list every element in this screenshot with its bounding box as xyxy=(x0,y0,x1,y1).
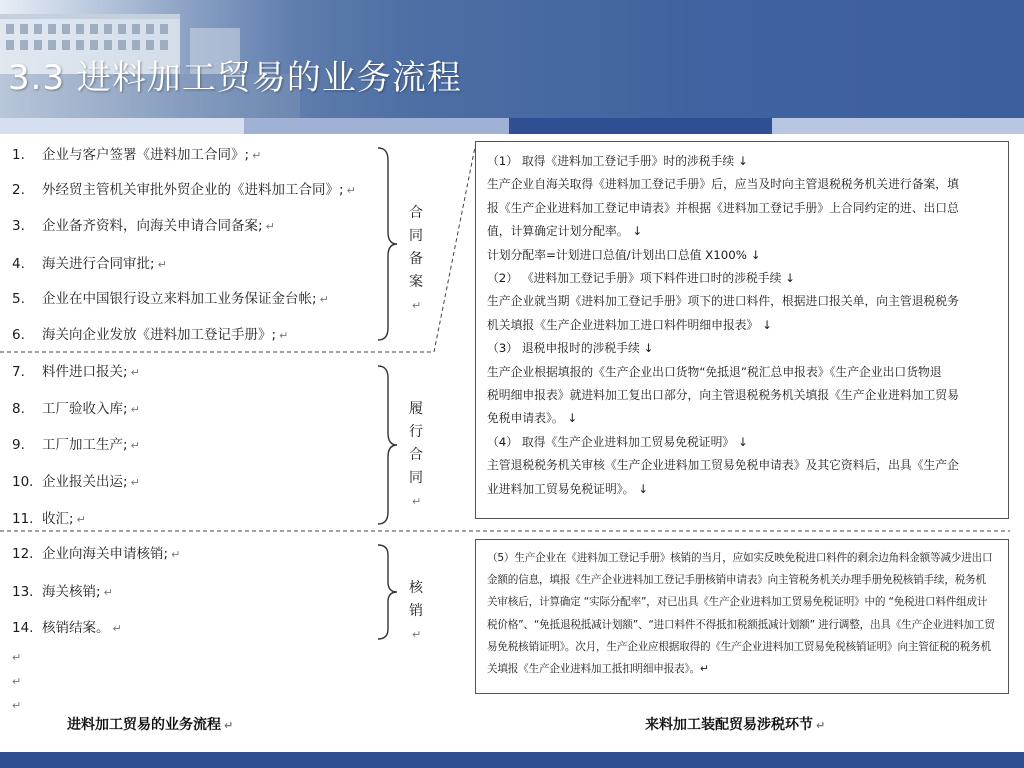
list-item xyxy=(12,470,140,490)
list-item xyxy=(12,360,140,380)
step-text: 企业与客户签署《进料加工合同》; xyxy=(42,147,250,163)
paragraph-mark: ↵ xyxy=(346,184,356,197)
step-number: 13. xyxy=(12,584,34,600)
text-line: 易免税核销证明》。次月，生产企业应根据取得的《生产企业进料加工贸易免税核销证明》向主管征税的税务机 xyxy=(487,640,991,653)
text-line: （4） 取得《生产企业进料加工贸易免税证明》 ↓ xyxy=(487,434,748,449)
text-line: 主管退税税务机关审核《生产企业进料加工贸易免税申请表》及其它资料后，出具《生产企 xyxy=(487,458,959,473)
list-item xyxy=(12,507,86,527)
list-item xyxy=(12,143,261,163)
step-text: 外经贸主管机关审批外贸企业的《进料加工合同》; xyxy=(42,182,344,198)
paragraph-mark: ↵ xyxy=(103,586,113,599)
caption-left: 进料加工贸易的业务流程 ↵ xyxy=(67,717,234,733)
paragraph-mark: ↵ xyxy=(157,258,167,271)
list-item xyxy=(12,323,288,343)
paragraph-mark: ↵ xyxy=(412,495,422,508)
paragraph-mark: ↵ xyxy=(279,329,289,342)
step-text: 企业向海关申请核销; xyxy=(42,546,169,562)
step-number: 8. xyxy=(12,401,25,417)
step-number: 5. xyxy=(12,291,25,307)
stage-label-contract-filing: 合同备案↵ xyxy=(409,205,423,312)
step-number: 11. xyxy=(12,511,34,527)
text-line: （3） 退税申报时的涉税手续 ↓ xyxy=(487,341,654,356)
paragraph-mark: ↵ xyxy=(224,719,234,732)
list-item xyxy=(12,616,122,636)
step-text: 企业在中国银行设立来料加工业务保证金台帐; xyxy=(42,291,317,307)
list-item xyxy=(12,178,356,198)
list-item xyxy=(12,397,140,417)
paragraph-mark: ↵ xyxy=(252,149,262,162)
text-line: 关填报《生产企业进料加工抵扣明细申报表》。↵ xyxy=(487,663,709,676)
step-text: 收汇; xyxy=(42,511,74,527)
paragraph-mark: ↵ xyxy=(319,293,329,306)
text-line: 计划分配率=计划进口总值/计划出口总值 X100% ↓ xyxy=(487,247,761,262)
step-text: 工厂验收入库; xyxy=(42,401,128,417)
paragraph-mark: ↵ xyxy=(171,548,181,561)
slide-title: 3.3 进料加工贸易的业务流程 xyxy=(8,58,462,98)
accent-strip-2 xyxy=(244,118,509,134)
step-number: 6. xyxy=(12,327,25,343)
paragraph-mark: ↵ xyxy=(12,651,22,664)
step-number: 1. xyxy=(12,147,25,163)
text-line: 税价格”、“免抵退税抵减计划额”、“进口料件不得抵扣税额抵减计划额” 进行调整，出具《生产企业进料加工贸 xyxy=(487,618,995,631)
caption-right: 来料加工装配贸易涉税环节 ↵ xyxy=(645,717,826,733)
paragraph-mark: ↵ xyxy=(816,719,826,732)
step-number: 14. xyxy=(12,620,34,636)
step-text: 核销结案。 xyxy=(42,620,110,636)
text-line: 免税申请表》。 ↓ xyxy=(487,411,578,426)
brace-perform xyxy=(376,364,400,526)
step-number: 10. xyxy=(12,474,34,490)
header-banner xyxy=(0,0,1024,118)
text-line: 生产企业就当期《进料加工登记手册》项下的进口料件，根据进口报关单，向主管退税税务 xyxy=(487,294,959,309)
paragraph-mark: ↵ xyxy=(12,675,22,688)
verification-procedure-box xyxy=(475,539,1009,694)
stage-label-verification: 核销↵ xyxy=(409,580,423,641)
accent-strip-3 xyxy=(509,118,772,134)
step-number: 2. xyxy=(12,182,25,198)
accent-strip-1 xyxy=(0,118,244,134)
paragraph-mark: ↵ xyxy=(12,699,22,712)
text-line: 值，计算确定计划分配率。 ↓ xyxy=(487,224,643,239)
step-number: 9. xyxy=(12,437,25,453)
step-text: 工厂加工生产; xyxy=(42,437,128,453)
list-item xyxy=(12,214,275,234)
step-number: 7. xyxy=(12,364,25,380)
text-line: 业进料加工贸易免税证明》。 ↓ xyxy=(487,481,649,496)
step-number: 3. xyxy=(12,218,25,234)
step-text: 料件进口报关; xyxy=(42,364,128,380)
list-item xyxy=(12,287,329,307)
list-item xyxy=(12,542,180,562)
list-item xyxy=(12,580,113,600)
text-line: 机关填报《生产企业进料加工进口料件明细申报表》 ↓ xyxy=(487,317,772,332)
text-line: 报《生产企业进料加工登记申请表》并根据《进料加工登记手册》上合同约定的进、出口总 xyxy=(487,200,959,215)
text-line: （1） 取得《进料加工登记手册》时的涉税手续 ↓ xyxy=(487,154,748,168)
text-line: 金额的信息，填报《生产企业进料加工登记手册核销申请表》向主管税务机关办理手册免税核销手续，税务机 xyxy=(487,574,986,587)
brace-verify xyxy=(376,543,400,641)
text-line: 生产企业根据填报的《生产企业出口货物“免抵退”税汇总申报表》《生产企业出口货物退 xyxy=(487,364,942,379)
paragraph-mark: ↵ xyxy=(265,220,275,233)
text-line: 关审核后，计算确定 “实际分配率”，对已出具《生产企业进料加工贸易免税证明》中的 “免税进口料件组成计 xyxy=(487,596,988,609)
step-text: 企业备齐资料，向海关申请合同备案; xyxy=(42,218,263,234)
paragraph-mark: ↵ xyxy=(412,299,422,312)
footer-bar xyxy=(0,752,1024,768)
text-line: 生产企业自海关取得《进料加工登记手册》后，应当及时向主管退税税务机关进行备案，填 xyxy=(487,177,959,192)
paragraph-mark: ↵ xyxy=(130,403,140,416)
list-item xyxy=(12,433,140,453)
stage-label-contract-performance: 履行合同↵ xyxy=(409,401,423,508)
brace-contract xyxy=(376,146,400,342)
paragraph-mark: ↵ xyxy=(130,476,140,489)
paragraph-mark: ↵ xyxy=(130,366,140,379)
list-item xyxy=(12,252,167,272)
step-text: 企业报关出运; xyxy=(42,474,128,490)
paragraph-mark: ↵ xyxy=(130,439,140,452)
tax-procedure-box xyxy=(475,141,1009,519)
step-text: 海关进行合同审批; xyxy=(42,256,155,272)
text-line: （5）生产企业在《进料加工登记手册》核销的当月，应如实反映免税进口料件的剩余边角料金额等减少进出口 xyxy=(487,552,993,564)
step-text: 海关核销; xyxy=(42,584,101,600)
accent-strip-4 xyxy=(772,118,1024,134)
step-number: 12. xyxy=(12,546,34,562)
paragraph-mark: ↵ xyxy=(412,628,422,641)
text-line: 税明细申报表》就进料加工复出口部分，向主管退税税务机关填报《生产企业进料加工贸易 xyxy=(487,388,959,403)
step-number: 4. xyxy=(12,256,25,272)
step-text: 海关向企业发放《进料加工登记手册》; xyxy=(42,327,277,343)
paragraph-mark: ↵ xyxy=(112,622,122,635)
paragraph-mark: ↵ xyxy=(76,513,86,526)
text-line: （2） 《进料加工登记手册》项下料件进口时的涉税手续 ↓ xyxy=(487,271,796,286)
